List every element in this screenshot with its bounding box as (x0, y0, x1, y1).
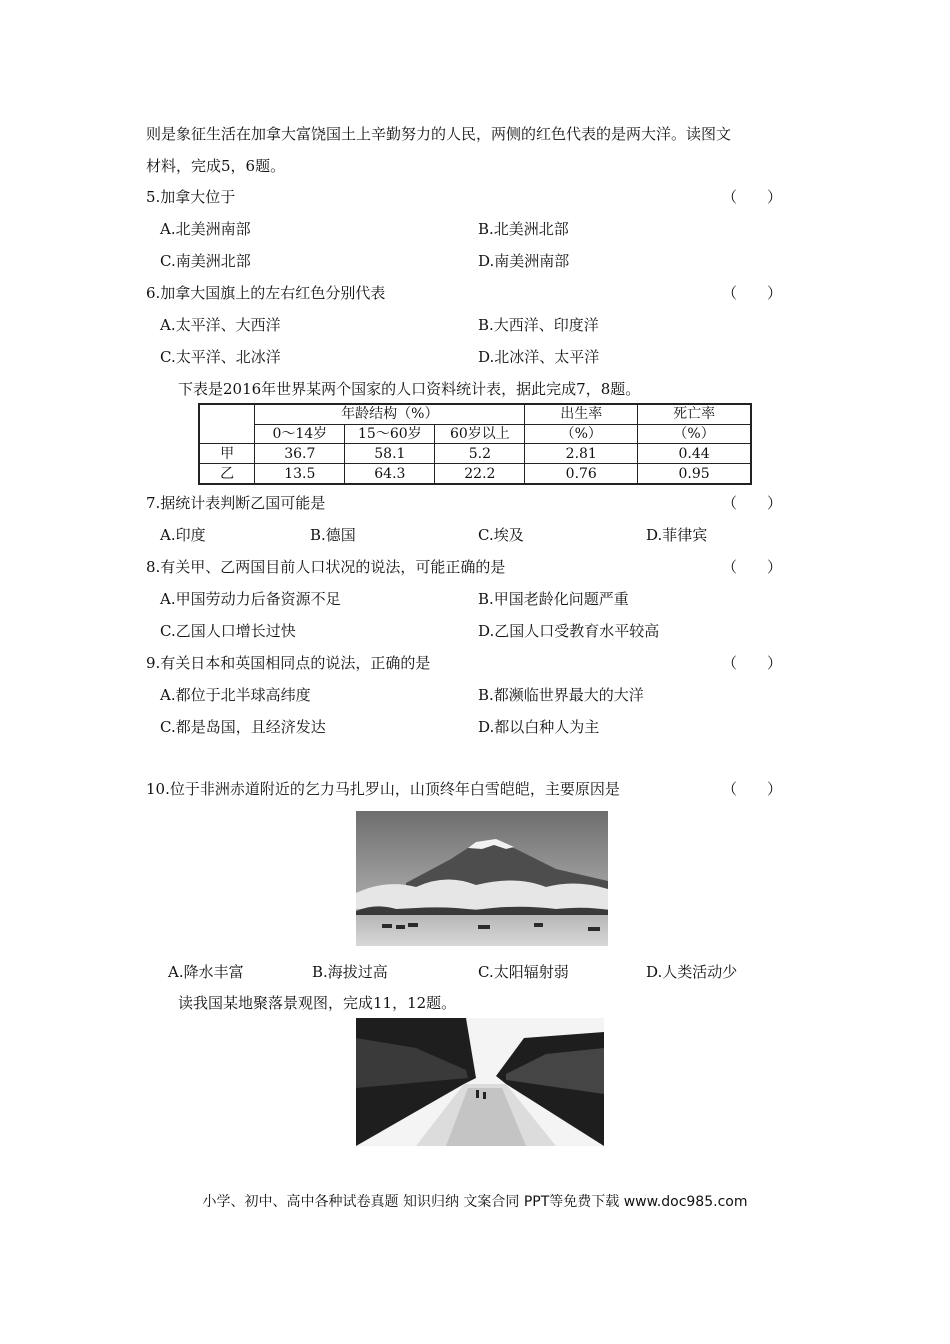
q10-option-c: C.太阳辐射弱 (478, 963, 569, 981)
table-intro: 下表是2016年世界某两个国家的人口资料统计表，据此完成7，8题。 (178, 380, 641, 398)
q7-option-d: D.菲律宾 (646, 526, 708, 544)
table-corner (199, 404, 255, 444)
row-death-rate: 0.95 (638, 464, 751, 484)
q8-answer-paren: （ ） (722, 558, 783, 576)
q10-option-d: D.人类活动少 (646, 963, 738, 981)
q10-option-a: A.降水丰富 (168, 963, 244, 981)
intro-line-1: 则是象征生活在加拿大富饶国土上辛勤努力的人民，两侧的红色代表的是两大洋。读图文 (146, 125, 732, 143)
row-death-rate: 0.44 (638, 444, 751, 464)
q6-stem: 6.加拿大国旗上的左右红色分别代表 (146, 284, 386, 302)
table-row (199, 464, 751, 484)
q9-option-d: D.都以白种人为主 (478, 718, 600, 736)
row-age-0-14: 13.5 (255, 464, 345, 484)
q10-option-b: B.海拔过高 (312, 963, 388, 981)
q5-option-a: A.北美洲南部 (160, 220, 251, 238)
q9-answer-paren: （ ） (722, 654, 783, 672)
q9-option-a: A.都位于北半球高纬度 (160, 686, 311, 704)
row-birth-rate: 0.76 (525, 464, 638, 484)
q11-intro: 读我国某地聚落景观图，完成11，12题。 (178, 994, 457, 1012)
row-age-15-60: 64.3 (345, 464, 435, 484)
q10-answer-paren: （ ） (722, 780, 783, 798)
q5-option-d: D.南美洲南部 (478, 252, 570, 270)
q7-option-a: A.印度 (160, 526, 206, 544)
q6-option-c: C.太平洋、北冰洋 (160, 348, 281, 366)
q5-answer-paren: （ ） (722, 188, 783, 206)
q8-option-b: B.甲国老龄化问题严重 (478, 590, 629, 608)
q7-answer-paren: （ ） (722, 494, 783, 512)
water-town-photo (356, 1018, 604, 1146)
page-footer: 小学、初中、高中各种试卷真题 知识归纳 文案合同 PPT等免费下载 www.doc985.com (202, 1194, 748, 1210)
col-age-15-60: 15～60岁 (345, 424, 435, 444)
row-country: 乙 (199, 464, 255, 484)
row-age-15-60: 58.1 (345, 444, 435, 464)
age-structure-header: 年龄结构（%） (255, 404, 525, 424)
q6-option-b: B.大西洋、印度洋 (478, 316, 599, 334)
col-age-0-14: 0～14岁 (255, 424, 345, 444)
q6-option-d: D.北冰洋、太平洋 (478, 348, 600, 366)
birth-rate-header: 出生率 (525, 404, 638, 424)
q9-option-c: C.都是岛国，且经济发达 (160, 718, 326, 736)
q5-stem: 5.加拿大位于 (146, 188, 236, 206)
q5-option-b: B.北美洲北部 (478, 220, 569, 238)
kilimanjaro-photo (356, 811, 608, 946)
q8-option-d: D.乙国人口受教育水平较高 (478, 622, 660, 640)
intro-line-2: 材料，完成5，6题。 (146, 157, 286, 175)
q9-stem: 9.有关日本和英国相同点的说法，正确的是 (146, 654, 431, 672)
row-age-0-14: 36.7 (255, 444, 345, 464)
row-country: 甲 (199, 444, 255, 464)
table-row (199, 444, 751, 464)
q7-option-c: C.埃及 (478, 526, 524, 544)
q9-option-b: B.都濒临世界最大的大洋 (478, 686, 644, 704)
q7-option-b: B.德国 (310, 526, 356, 544)
row-age-60-plus: 5.2 (435, 444, 525, 464)
death-rate-header: 死亡率 (638, 404, 751, 424)
q5-option-c: C.南美洲北部 (160, 252, 251, 270)
q8-option-c: C.乙国人口增长过快 (160, 622, 296, 640)
q7-stem: 7.据统计表判断乙国可能是 (146, 494, 326, 512)
col-age-60-plus: 60岁以上 (435, 424, 525, 444)
q6-option-a: A.太平洋、大西洋 (160, 316, 281, 334)
row-age-60-plus: 22.2 (435, 464, 525, 484)
birth-rate-unit: （%） (525, 424, 638, 444)
row-birth-rate: 2.81 (525, 444, 638, 464)
q6-answer-paren: （ ） (722, 284, 783, 302)
q8-stem: 8.有关甲、乙两国目前人口状况的说法，可能正确的是 (146, 558, 506, 576)
q8-option-a: A.甲国劳动力后备资源不足 (160, 590, 341, 608)
population-table (198, 403, 752, 485)
death-rate-unit: （%） (638, 424, 751, 444)
q10-stem: 10.位于非洲赤道附近的乞力马扎罗山，山顶终年白雪皑皑，主要原因是 (146, 780, 620, 798)
